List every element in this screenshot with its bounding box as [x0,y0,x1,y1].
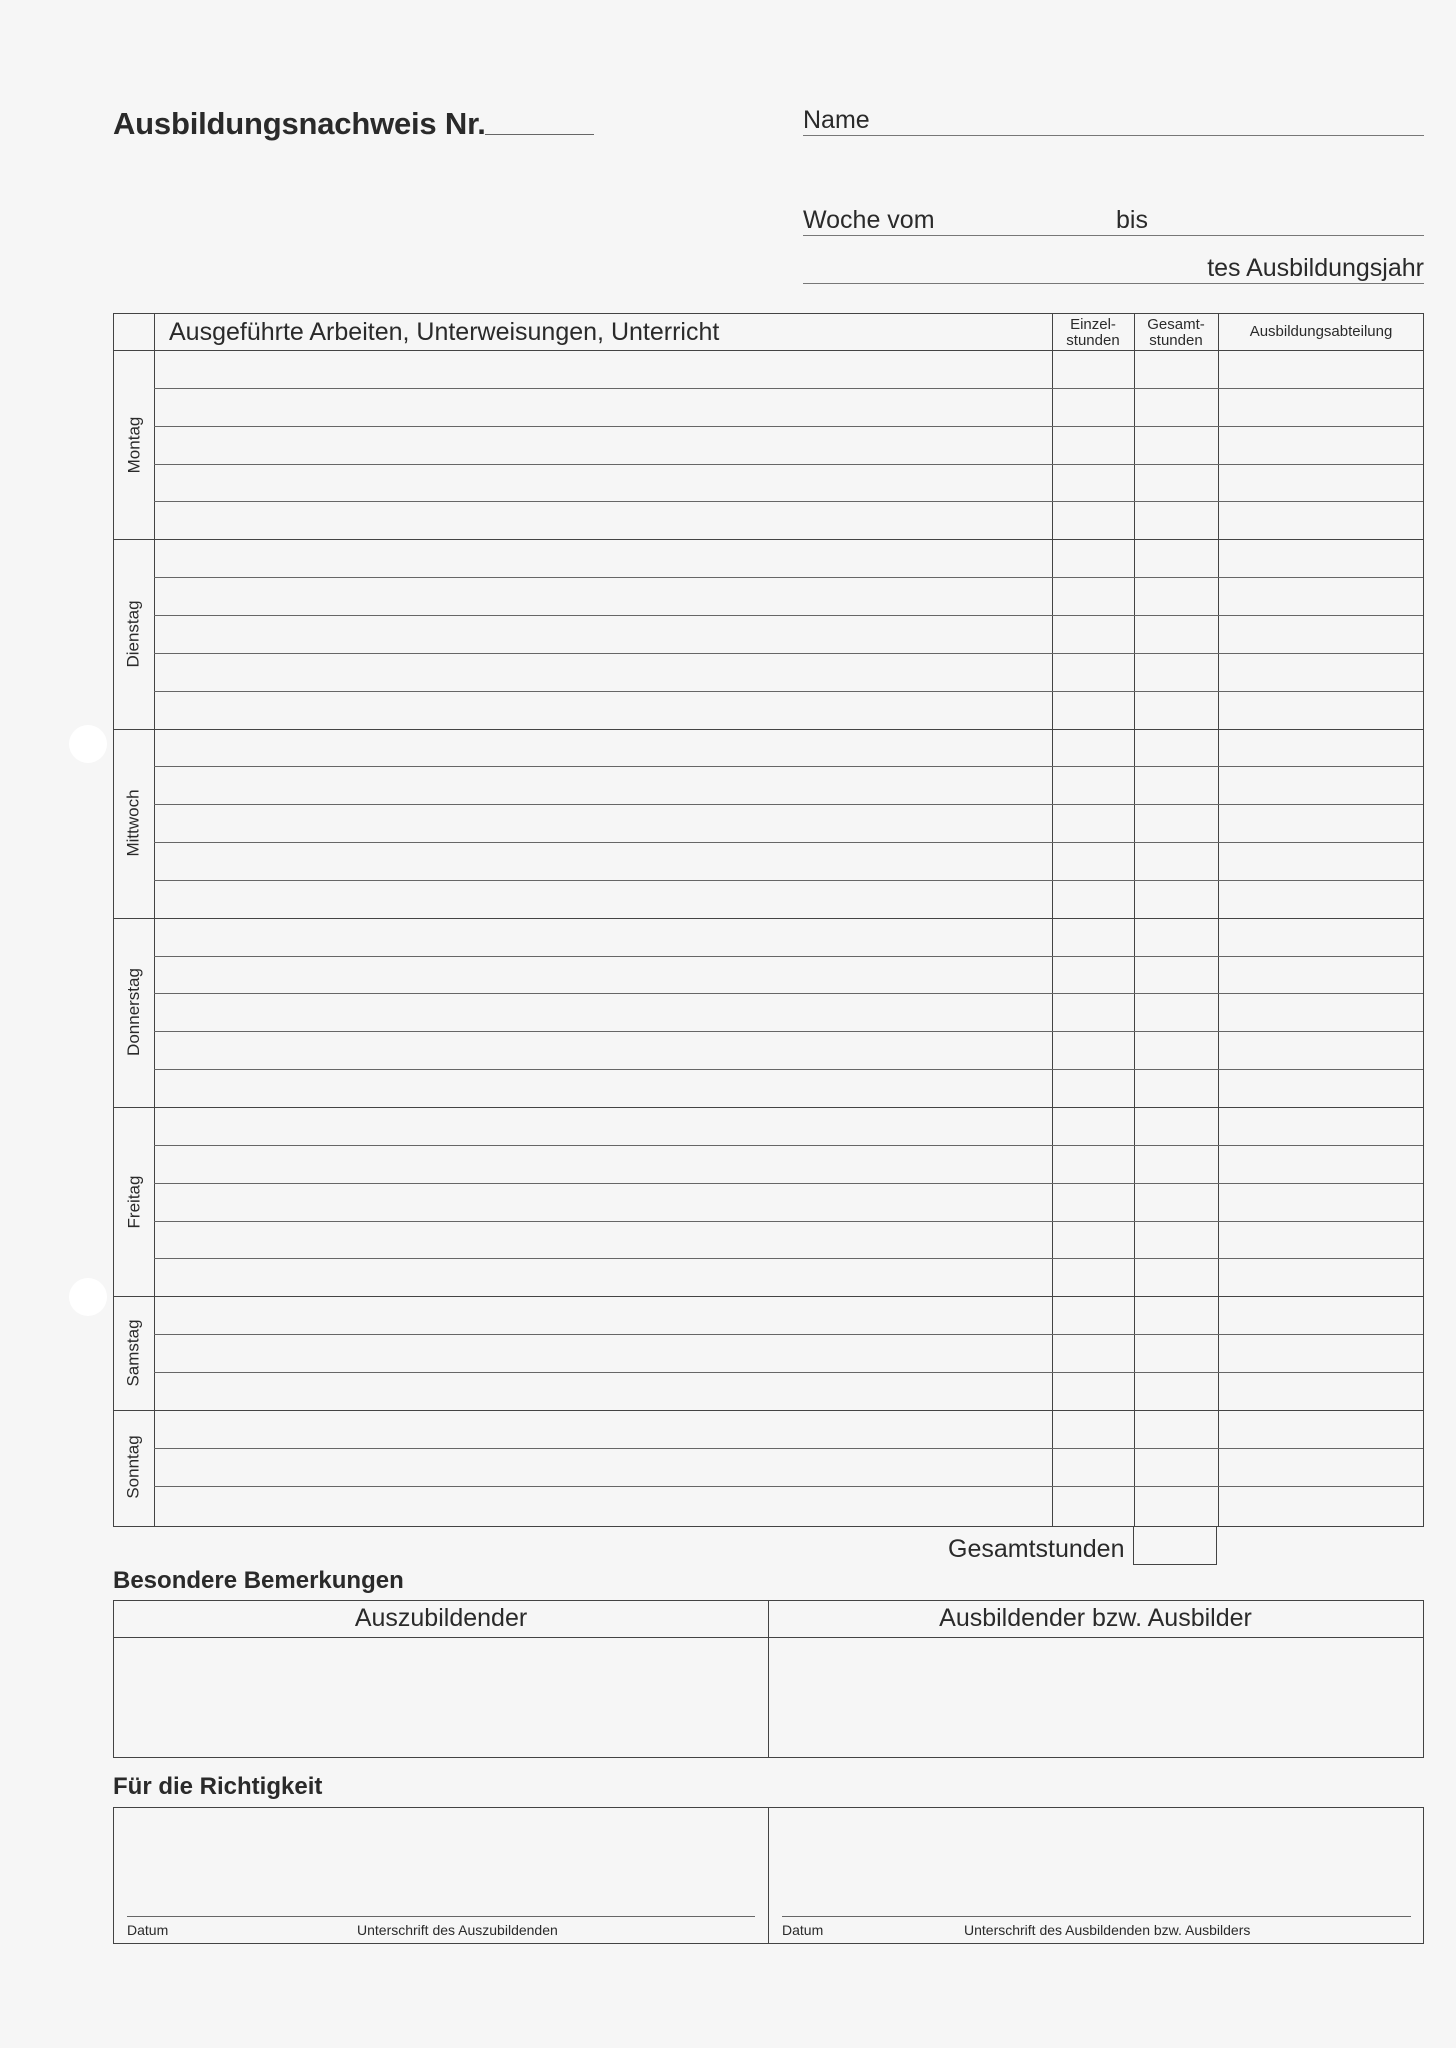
total-hours-header-line1: Gesamt- [1147,316,1205,333]
row-divider [154,1334,1423,1335]
row-divider [154,615,1423,616]
remarks-title: Besondere Bemerkungen [113,1567,404,1594]
day-label-donnerstag [114,918,154,1107]
row-divider [154,804,1423,805]
table-row[interactable] [155,539,1423,577]
department-header: Ausbildungsabteilung [1249,323,1393,340]
table-row[interactable] [155,1221,1423,1259]
row-divider [154,842,1423,843]
table-row[interactable] [155,804,1423,842]
row-divider [154,1486,1423,1487]
table-row[interactable] [155,993,1423,1031]
trainer-date-label: Datum [782,1922,824,1938]
remarks-trainer-header: Ausbildender bzw. Ausbilder [939,1604,1252,1632]
table-row[interactable] [155,842,1423,880]
table-row[interactable] [155,501,1423,539]
row-divider [154,1372,1423,1373]
day-label-text: Montag [124,416,144,473]
report-number-field[interactable] [485,134,594,135]
table-row[interactable] [155,464,1423,502]
row-divider [154,1031,1423,1032]
name-label: Name [803,106,870,134]
remarks-box [113,1600,1424,1758]
row-divider [154,956,1423,957]
punch-hole-bottom [69,1278,107,1316]
day-label-text: Dienstag [124,600,144,668]
table-row[interactable] [155,1296,1423,1334]
row-divider [154,464,1423,465]
row-divider [154,577,1423,578]
table-row[interactable] [155,918,1423,956]
week-from-label: Woche vom [803,206,935,234]
punch-hole-top [69,725,107,763]
row-divider [154,1221,1423,1222]
total-hours-label: Gesamtstunden [948,1535,1125,1563]
row-divider [154,993,1423,994]
trainee-signature-line[interactable] [127,1916,755,1917]
week-field[interactable] [803,235,1424,236]
day-label-text: Mittwoch [124,789,144,857]
table-row[interactable] [155,729,1423,767]
trainee-signature-label: Unterschrift des Auszubildenden [357,1922,558,1938]
table-row[interactable] [155,1372,1423,1410]
table-row[interactable] [155,350,1423,388]
single-hours-header [1052,317,1134,349]
total-hours-header-line2: stunden [1149,332,1203,349]
row-divider [154,691,1423,692]
row-divider [154,1183,1423,1184]
remarks-header-divider [114,1637,1423,1638]
total-hours-field[interactable] [1133,1526,1217,1565]
table-row[interactable] [155,691,1423,729]
row-divider [154,426,1423,427]
week-to-label: bis [1116,206,1148,234]
row-divider [154,1145,1423,1146]
activities-column-header: Ausgeführte Arbeiten, Unterweisungen, Unterricht [169,318,720,346]
table-row[interactable] [155,1334,1423,1372]
table-row[interactable] [155,1145,1423,1183]
table-row[interactable] [155,880,1423,918]
table-row[interactable] [155,766,1423,804]
training-year-label: tes Ausbildungsjahr [1207,254,1424,282]
day-label-text: Freitag [124,1175,144,1229]
remarks-trainee-header: Auszubildender [354,1604,528,1632]
table-row[interactable] [155,615,1423,653]
table-row[interactable] [155,1107,1423,1145]
table-row[interactable] [155,1258,1423,1296]
confirmation-box [113,1807,1424,1944]
row-divider [154,880,1423,881]
trainee-remarks-field[interactable] [114,1639,767,1757]
table-row[interactable] [155,1031,1423,1069]
row-divider [154,388,1423,389]
confirmation-title: Für die Richtigkeit [113,1773,323,1800]
table-row[interactable] [155,1486,1423,1524]
row-divider [154,501,1423,502]
name-field[interactable] [803,135,1424,136]
day-label-text: Samstag [124,1319,143,1387]
day-label-dienstag [114,539,154,728]
form-title: Ausbildungsnachweis Nr. [113,106,486,141]
table-row[interactable] [155,1069,1423,1107]
confirmation-divider [768,1808,769,1943]
day-label-montag [114,350,154,539]
trainer-signature-label: Unterschrift des Ausbildenden bzw. Ausbilders [964,1922,1251,1938]
row-divider [154,1258,1423,1259]
table-row[interactable] [155,956,1423,994]
weekly-activity-table [113,313,1424,1527]
table-row[interactable] [155,426,1423,464]
single-hours-header-line2: stunden [1066,332,1120,349]
day-label-mittwoch [114,729,154,918]
single-hours-header-line1: Einzel- [1070,316,1116,333]
table-row[interactable] [155,1183,1423,1221]
day-label-samstag [114,1296,154,1410]
table-row[interactable] [155,577,1423,615]
table-row[interactable] [155,1410,1423,1448]
total-hours-header [1134,317,1218,349]
table-row[interactable] [155,388,1423,426]
table-row[interactable] [155,653,1423,691]
day-label-text: Donnerstag [124,968,144,1057]
day-label-freitag [114,1107,154,1296]
training-year-field[interactable] [803,283,1424,284]
trainee-date-label: Datum [127,1922,169,1938]
table-row[interactable] [155,1448,1423,1486]
trainer-remarks-field[interactable] [770,1639,1423,1757]
row-divider [154,653,1423,654]
row-divider [154,1448,1423,1449]
day-label-sonntag [114,1410,154,1524]
row-divider [154,766,1423,767]
trainer-signature-line[interactable] [782,1916,1411,1917]
day-label-text: Sonntag [124,1434,143,1499]
row-divider [154,1069,1423,1070]
